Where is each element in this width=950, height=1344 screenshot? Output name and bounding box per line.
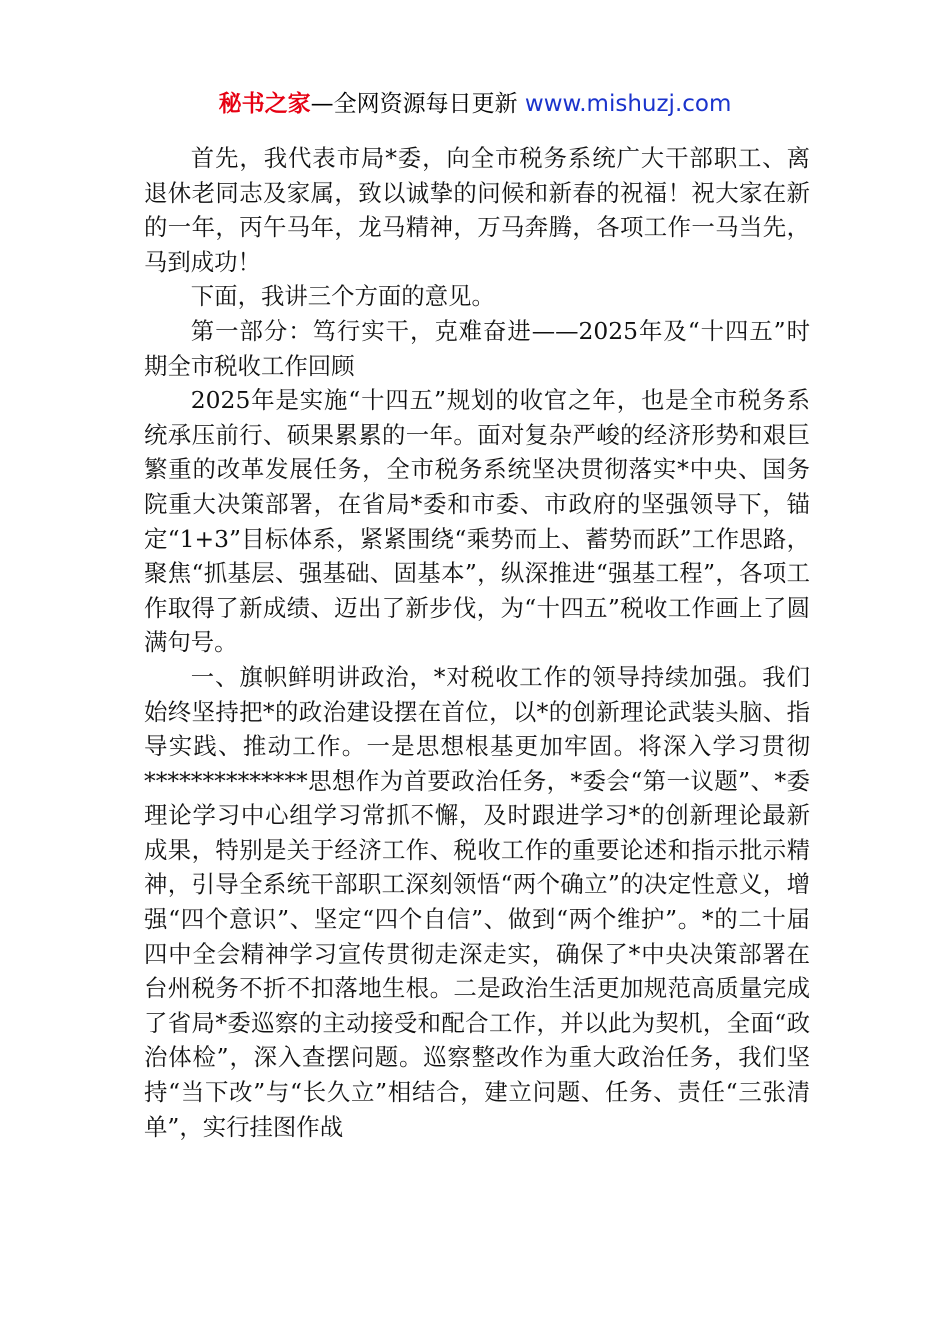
paragraph-greeting: 首先，我代表市局*委，向全市税务系统广大干部职工、离退休老同志及家属，致以诚挚的问候和新春的祝福！祝大家在新的一年，丙午马年，龙马精神，万马奔腾，各项工作一马当先，马到成功！ [144,144,810,276]
paragraph-politics: 一、旗帜鲜明讲政治，*对税收工作的领导持续加强。我们始终坚持把*的政治建设摆在首位，以*的创新理论武装头脑、指导实践、推动工作。一是思想根基更加牢固。将深入学习贯彻**************思想作为首要政治任务，*委会“第一议题”、*委理论学习中心组学习常抓不懈，及时跟进学习*的创新理论最新成果，特别是关于经济工作、税收工作的重要论述和指示批示精神，引导全系统干部职工深刻领悟“两个确立”的决定性意义，增强“四个意识”、坚定“四个自信”、做到“两个维护”。*的二十届四中全会精神学习宣传贯彻走深走实，确保了*中央决策部署在台州税务不折不扣落地生根。二是政治生活更加规范高质量完成了省局*委巡察的主动接受和配合工作，并以此为契机，全面“政治体检”，深入查摆问题。巡察整改作为重大政治任务，我们坚持“当下改”与“长久立”相结合，建立问题、任务、责任“三张清单”，实行挂图作战 [144,662,810,1141]
site-header [0,88,950,120]
paragraph-review: 2025年是实施“十四五”规划的收官之年，也是全市税务系统承压前行、硕果累累的一年。面对复杂严峻的经济形势和艰巨繁重的改革发展任务，全市税务系统坚决贯彻落实*中央、国务院重大决策部署，在省局*委和市委、市政府的坚强领导下，锚定“1+3”目标体系，紧紧围绕“乘势而上、蓄势而跃”工作思路，聚焦“抓基层、强基础、固基本”，纵深推进“强基工程”，各项工作取得了新成绩、迈出了新步伐，为“十四五”税收工作画上了圆满句号。 [144,386,810,657]
section-heading-part-one: 第一部分：笃行实干，克难奋进——2025年及“十四五”时期全市税收工作回顾 [144,316,810,380]
paragraph-intro: 下面，我讲三个方面的意见。 [190,282,495,311]
website-url[interactable]: www.mishuzj.com [524,91,732,117]
brand-name: 秘书之家 [218,91,311,117]
header-tagline: —全网资源每日更新 [310,91,518,117]
document-body [144,141,810,1144]
